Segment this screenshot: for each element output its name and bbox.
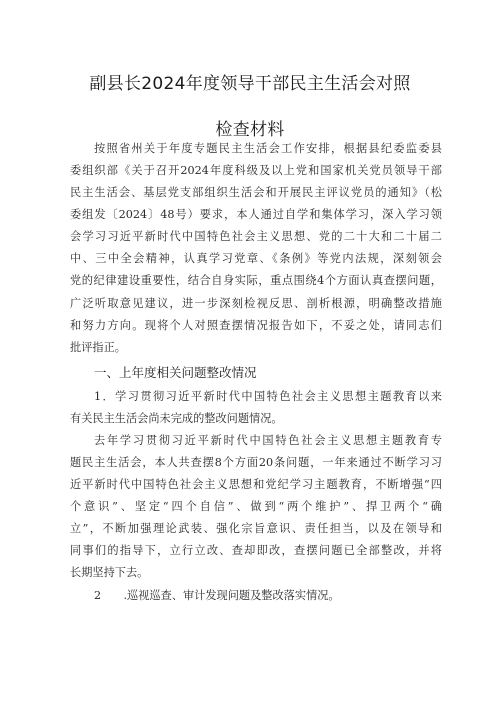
body-line: 个意识”、坚定“四个自信”、做到“两个维护”、捍卫两个“确 (70, 500, 442, 513)
body-line: 立”，不断加强理论武装、强化宗旨意识、责任担当，以及在领导和 (70, 522, 442, 535)
body-line: 长期坚持下去。 (70, 566, 149, 579)
intro-line: 委组发〔2024〕48号）要求，本人通过自学和集体学习，深入学习领 (70, 208, 442, 221)
body-line: 近平新时代中国特色社会主义思想和党纪学习主题教育，不断增强“四 (70, 478, 442, 491)
intro-line: 批评指正。 (70, 341, 126, 354)
intro-line: 委组织部《关于召开2024年度科级及以上党和国家机关党员领导干部 (70, 164, 442, 177)
item-1-line: 有关民主生活会尚未完成的整改问题情况。 (70, 412, 283, 425)
intro-line: 广泛听取意见建议，进一步深刻检视反思、剖析根源，明确整改措施 (70, 297, 442, 310)
intro-line: 党的纪律建设重要性，结合自身实际，重点围绕4个方面认真查摆问题， (70, 274, 442, 287)
body-line: 去年学习贯彻习近平新时代中国特色社会主义思想主题教育专 (94, 434, 442, 447)
intro-line: 民主生活会、基层党支部组织生活会和开展民主评议党员的通知》（松 (70, 186, 442, 199)
item-2-line: 2 .巡视巡查、审计发现问题及整改落实情况。 (94, 589, 340, 602)
body-line: 题民主生活会，本人共查摆8个方面20条问题，一年来通过不断学习习 (70, 456, 442, 469)
item-1-line: 1．学习贯彻习近平新时代中国特色社会主义思想主题教育以来 (94, 390, 442, 403)
intro-line: 按照省州关于年度专题民主生活会工作安排，根据县纪委监委县 (94, 142, 442, 155)
section-heading: 一、上年度相关问题整改情况 (94, 365, 257, 380)
intro-line: 中、三中全会精神，认真学习党章、《条例》等党内法规，深刻领会 (70, 252, 442, 265)
document-title-line-2: 检查材料 (215, 120, 285, 140)
intro-line: 和努力方向。现将个人对照查摆情况报告如下，不妥之处，请同志们 (70, 319, 442, 332)
document-title-line-1: 副县长2024年度领导干部民主生活会对照 (89, 74, 411, 94)
body-line: 同事们的指导下，立行立改、查却即改，查摆问题已全部整改，并将 (70, 544, 442, 557)
intro-line: 会学习习近平新时代中国特色社会主义思想、党的二十大和二十届二 (70, 230, 442, 243)
